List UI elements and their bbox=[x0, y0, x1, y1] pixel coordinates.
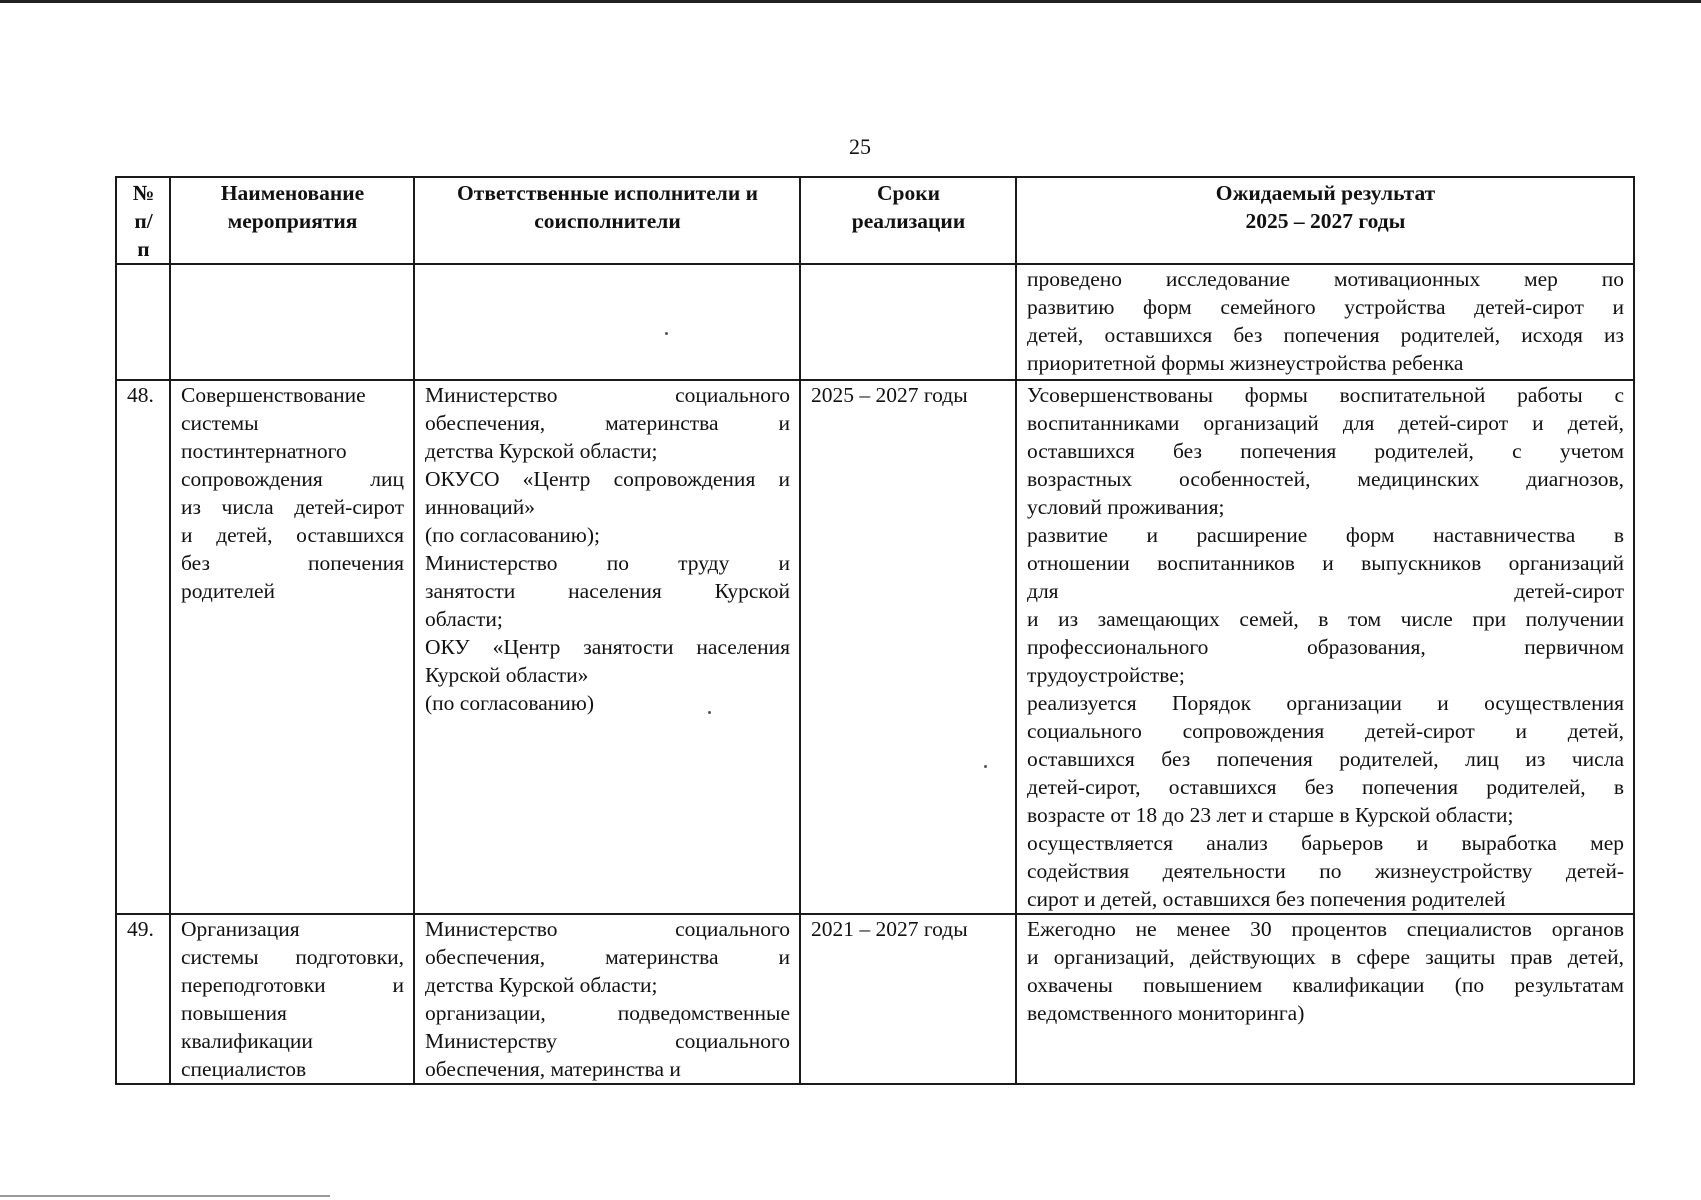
cell-number: 49. bbox=[116, 914, 170, 1084]
scan-speck bbox=[708, 711, 711, 714]
cell-line: п bbox=[137, 237, 150, 261]
cell-line: Министерству социального bbox=[425, 1029, 790, 1053]
cell-line: сирот и детей, оставшихся без попечения родителей bbox=[1027, 887, 1506, 911]
cell-line: переподготовки и bbox=[181, 973, 404, 997]
cell-line: системы bbox=[181, 411, 259, 435]
cell-line: организации, подведомственные bbox=[425, 1001, 790, 1025]
cell-line: обеспечения, материнства и bbox=[425, 945, 790, 969]
scan-speck bbox=[984, 765, 987, 768]
cell-line: постинтернатного bbox=[181, 439, 347, 463]
table-row bbox=[116, 914, 1634, 1084]
cell-line: отношении воспитанников и выпускников организаций bbox=[1027, 551, 1624, 575]
cell-line: ОКУ «Центр занятости населения bbox=[425, 635, 790, 659]
cell-number bbox=[116, 264, 170, 380]
cell-line: из числа детей-сирот bbox=[181, 495, 404, 519]
cell-period: 2025 – 2027 годы bbox=[800, 380, 1016, 914]
cell-line: Министерство социального bbox=[425, 383, 790, 407]
cell-period bbox=[800, 264, 1016, 380]
cell-line: оставшихся без попечения родителей, с учетом bbox=[1027, 439, 1624, 463]
cell-line: Курской области» bbox=[425, 663, 589, 687]
cell-line: социального сопровождения детей-сирот и детей, bbox=[1027, 719, 1624, 743]
cell-line: обеспечения, материнства и bbox=[425, 411, 790, 435]
cell-line: профессионального образования, первичном bbox=[1027, 635, 1624, 659]
table-row bbox=[116, 264, 1634, 380]
cell-line: Министерство по труду и bbox=[425, 551, 790, 575]
cell-line: (по согласованию) bbox=[425, 691, 595, 715]
cell-line: специалистов bbox=[181, 1057, 307, 1081]
table-row bbox=[116, 380, 1634, 914]
cell-line: Министерство социального bbox=[425, 917, 790, 941]
cell-line: инноваций» bbox=[425, 495, 535, 519]
cell-line: (по согласованию); bbox=[425, 523, 600, 547]
cell-line: повышения bbox=[181, 1001, 287, 1025]
header-executors bbox=[414, 177, 800, 264]
cell-line: условий проживания; bbox=[1027, 495, 1225, 519]
header-number bbox=[116, 177, 170, 264]
cell-line: № bbox=[132, 181, 155, 205]
cell-line: обеспечения, материнства и bbox=[425, 1057, 681, 1081]
cell-line: реализации bbox=[851, 209, 966, 233]
cell-line: родителей bbox=[181, 579, 276, 603]
cell-line: системы подготовки, bbox=[181, 945, 404, 969]
cell-line: Ежегодно не менее 30 процентов специалистов органов bbox=[1027, 917, 1624, 941]
cell-line: и организаций, действующих в сфере защиты прав детей, bbox=[1027, 945, 1624, 969]
cell-line: и детей, оставшихся bbox=[181, 523, 404, 547]
cell-result bbox=[1016, 914, 1634, 1084]
header-period bbox=[800, 177, 1016, 264]
header-result bbox=[1016, 177, 1634, 264]
cell-result bbox=[1016, 264, 1634, 380]
cell-line: оставшихся без попечения родителей, лиц из числа bbox=[1027, 747, 1624, 771]
cell-executors bbox=[414, 914, 800, 1084]
cell-line: детства Курской области; bbox=[425, 973, 658, 997]
cell-line: содействия деятельности по жизнеустройству детей- bbox=[1027, 859, 1624, 883]
cell-line: детства Курской области; bbox=[425, 439, 658, 463]
cell-line: Сроки bbox=[876, 181, 940, 205]
cell-line: Ответственные исполнители и bbox=[457, 181, 758, 205]
cell-line: развитие и расширение форм наставничества в bbox=[1027, 523, 1624, 547]
cell-line: Ожидаемый результат bbox=[1215, 181, 1436, 205]
cell-line: п/ bbox=[134, 209, 153, 233]
cell-line: сопровождения лиц bbox=[181, 467, 404, 491]
cell-line: развитию форм семейного устройства детей-сирот и bbox=[1027, 295, 1624, 319]
cell-line: воспитанниками организаций для детей-сирот и детей, bbox=[1027, 411, 1624, 435]
cell-line: 2025 – 2027 годы bbox=[1245, 209, 1406, 233]
cell-line: мероприятия bbox=[227, 209, 358, 233]
cell-line: области; bbox=[425, 607, 503, 631]
cell-line: без попечения bbox=[181, 551, 404, 575]
cell-line: трудоустройстве; bbox=[1027, 663, 1185, 687]
cell-line: возрастных особенностей, медицинских диагнозов, bbox=[1027, 467, 1624, 491]
cell-line: занятости населения Курской bbox=[425, 579, 790, 603]
scan-bottom-edge bbox=[0, 1195, 330, 1197]
cell-line: ведомственного мониторинга) bbox=[1027, 1001, 1305, 1025]
cell-line: реализуется Порядок организации и осуществления bbox=[1027, 691, 1624, 715]
cell-line: осуществляется анализ барьеров и выработка мер bbox=[1027, 831, 1624, 855]
cell-line: детей-сирот, оставшихся без попечения родителей, в bbox=[1027, 775, 1624, 799]
cell-line: Усовершенствованы формы воспитательной работы с bbox=[1027, 383, 1624, 407]
cell-line: Наименование bbox=[220, 181, 365, 205]
scan-top-border bbox=[0, 0, 1701, 3]
cell-line: для детей-сирот bbox=[1027, 579, 1624, 603]
cell-line: и из замещающих семей, в том числе при получении bbox=[1027, 607, 1624, 631]
cell-line: ОКУСО «Центр сопровождения и bbox=[425, 467, 790, 491]
cell-line: Организация bbox=[181, 917, 300, 941]
cell-line: детей, оставшихся без попечения родителей, исходя из bbox=[1027, 323, 1624, 347]
cell-name bbox=[170, 264, 414, 380]
cell-period: 2021 – 2027 годы bbox=[800, 914, 1016, 1084]
cell-executors bbox=[414, 264, 800, 380]
page-number: 25 bbox=[849, 134, 871, 159]
cell-executors bbox=[414, 380, 800, 914]
table-header-row bbox=[116, 177, 1634, 264]
cell-line: проведено исследование мотивационных мер по bbox=[1027, 267, 1624, 291]
header-name bbox=[170, 177, 414, 264]
scan-speck bbox=[665, 332, 668, 335]
cell-line: квалификации bbox=[181, 1029, 313, 1053]
cell-line: охвачены повышением квалификации (по результатам bbox=[1027, 973, 1624, 997]
cell-line: соисполнители bbox=[534, 209, 681, 233]
cell-number: 48. bbox=[116, 380, 170, 914]
cell-result bbox=[1016, 380, 1634, 914]
cell-line: возрасте от 18 до 23 лет и старше в Курской области; bbox=[1027, 803, 1514, 827]
cell-name bbox=[170, 380, 414, 914]
measures-table bbox=[115, 176, 1635, 1085]
cell-name bbox=[170, 914, 414, 1084]
cell-line: приоритетной формы жизнеустройства ребенка bbox=[1027, 351, 1464, 375]
cell-line: Совершенствование bbox=[181, 383, 366, 407]
